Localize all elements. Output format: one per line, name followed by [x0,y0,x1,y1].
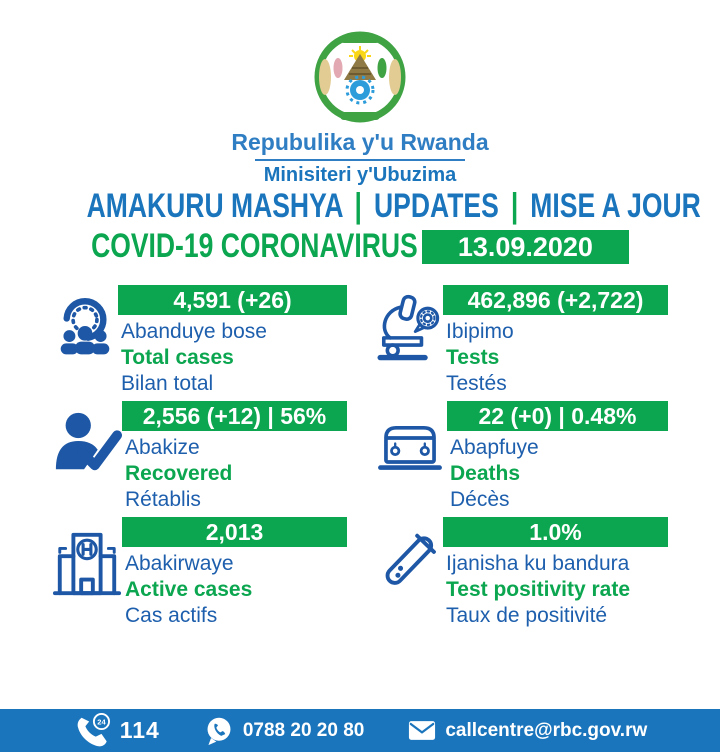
test-tube-icon [373,517,443,598]
email-address: callcentre@rbc.gov.rw [445,719,648,741]
mail-icon [408,720,436,741]
stat-value: 462,896 (+2,722) [443,285,668,315]
stat-label-rw: Abakize [125,436,200,459]
ministry-name: Minisiteri y'Ubuzima [263,164,457,186]
title-kinyarwanda: AMAKURU MASHYA [86,187,343,225]
stat-label-rw: Abanduye bose [121,320,267,343]
stats-grid [52,285,668,629]
coffin-icon [373,401,447,480]
covid-title: COVID-19 CORONAVIRUS [91,227,418,265]
stat-value: 22 (+0) | 0.48% [447,401,668,431]
microscope-icon [373,285,443,366]
stat-total-cases [52,285,347,397]
stat-label-fr: Décès [450,488,510,511]
rwanda-coat-of-arms-logo [0,28,720,128]
stat-label-rw: Ibipimo [446,320,514,343]
whatsapp-number: 0788 20 20 80 [242,719,365,741]
hotline-item [73,713,160,749]
header [0,28,720,186]
person-check-icon [52,401,122,478]
stat-label-fr: Taux de positivité [446,604,608,627]
stat-active-cases [52,517,347,629]
country-name: Repubulika y'u Rwanda [231,129,489,155]
stat-label-en: Active cases [125,578,253,601]
svg-text:24: 24 [96,716,106,726]
stat-test-positivity [373,517,668,629]
whatsapp-icon [204,715,234,747]
stat-label-en: Total cases [121,346,234,369]
stat-label-fr: Cas actifs [125,604,218,627]
report-date-badge: 13.09.2020 [422,230,629,264]
rwanda-coat-of-arms-icon [294,28,426,128]
header-divider [255,159,465,161]
stat-label-rw: Ijanisha ku bandura [446,552,630,575]
title-english: UPDATES [374,187,499,225]
stat-label-fr: Rétablis [125,488,201,511]
stat-label-en: Recovered [125,462,233,485]
stat-tests [373,285,668,397]
stat-value: 2,013 [122,517,347,547]
stat-label-en: Tests [446,346,500,369]
stat-value: 4,591 (+26) [118,285,347,315]
stat-value: 1.0% [443,517,668,547]
stat-label-rw: Abakirwaye [125,552,234,575]
stat-label-en: Deaths [450,462,521,485]
phone-24-icon [73,713,111,749]
title-line2-row [0,227,720,266]
title-french: MISE A JOUR [530,187,701,225]
hotline-number: 114 [119,717,160,743]
stat-recovered [52,401,347,513]
title-block [0,187,720,266]
stat-value: 2,556 (+12) | 56% [122,401,347,431]
email-item [408,720,647,742]
footer-contact-bar [0,709,720,752]
hospital-icon [52,517,122,600]
title-separator: | [354,187,362,225]
whatsapp-item [204,715,365,747]
title-line1 [0,187,720,226]
stat-label-rw: Abapfuye [450,436,539,459]
stat-deaths [373,401,668,513]
stat-label-fr: Bilan total [121,372,214,395]
stat-label-en: Test positivity rate [446,578,630,601]
stat-label-fr: Testés [446,372,507,395]
title-separator: | [510,187,519,225]
people-virus-icon [52,285,118,362]
